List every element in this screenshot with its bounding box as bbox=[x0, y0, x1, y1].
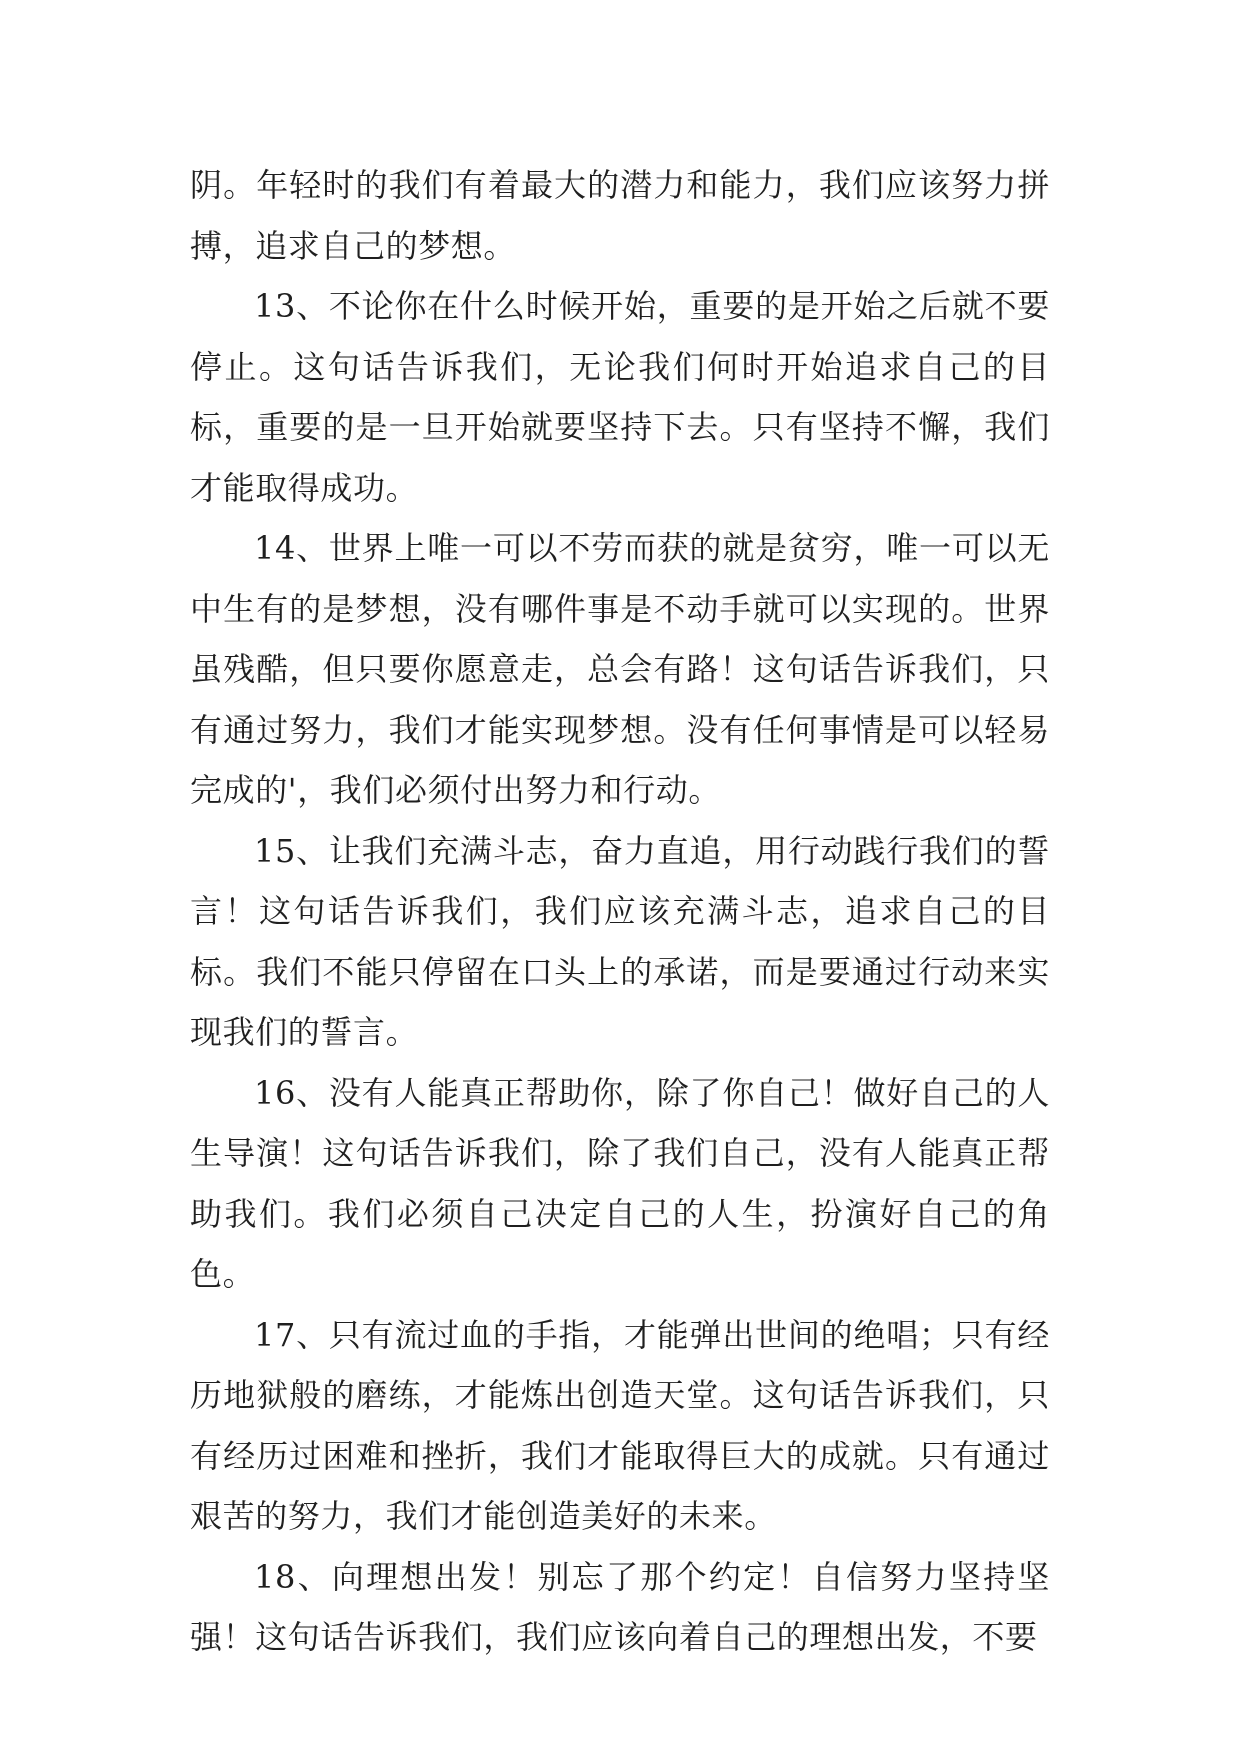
paragraph-18: 18、向理想出发！别忘了那个约定！自信努力坚持坚强！这句话告诉我们，我们应该向着自己的理想出发，不要 bbox=[190, 1557, 1050, 1656]
paragraph-14: 14、世界上唯一可以不劳而获的就是贫穷，唯一可以无中生有的是梦想，没有哪件事是不动手就可以实现的。世界虽残酷，但只要你愿意走，总会有路！这句话告诉我们，只有通过努力，我们才能实现梦想。没有任何事情是可以轻易完成的'，我们必须付出努力和行动。 bbox=[190, 529, 1050, 809]
paragraph-17: 17、只有流过血的手指，才能弹出世间的绝唱；只有经历地狱般的磨练，才能炼出创造天堂。这句话告诉我们，只有经历过困难和挫折，我们才能取得巨大的成就。只有通过艰苦的努力，我们才能创造美好的未来。 bbox=[190, 1315, 1050, 1535]
paragraph-13: 13、不论你在什么时候开始，重要的是开始之后就不要停止。这句话告诉我们，无论我们何时开始追求自己的目标，重要的是一旦开始就要坚持下去。只有坚持不懈，我们才能取得成功。 bbox=[190, 287, 1050, 507]
paragraph-continuation: 阴。年轻时的我们有着最大的潜力和能力，我们应该努力拼搏，追求自己的梦想。 bbox=[190, 166, 1050, 265]
document-body bbox=[190, 155, 1050, 1668]
paragraph-16: 16、没有人能真正帮助你，除了你自己！做好自己的人生导演！这句话告诉我们，除了我们自己，没有人能真正帮助我们。我们必须自己决定自己的人生，扮演好自己的角色。 bbox=[190, 1073, 1050, 1293]
paragraph-15: 15、让我们充满斗志，奋力直追，用行动践行我们的誓言！这句话告诉我们，我们应该充满斗志，追求自己的目标。我们不能只停留在口头上的承诺，而是要通过行动来实现我们的誓言。 bbox=[190, 831, 1050, 1051]
